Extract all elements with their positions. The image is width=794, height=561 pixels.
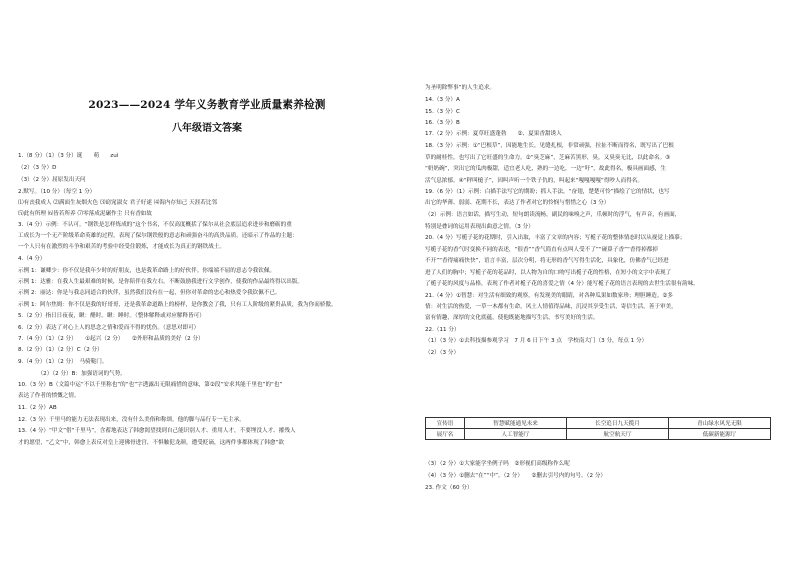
answer-line: 6.（2 分）表达了对心上人的思念之情和爱而不得的忧伤。（意思对即可）	[18, 325, 200, 331]
table-cell: 长空追日九天揽月	[567, 418, 669, 429]
answer-line: （2）示例：语言如话，描写生动，短句朗读流畅，副民的味嗅之声，爪顿时的浮气，有声音，有画面，	[425, 212, 681, 218]
answer-line: （3）（2 分）屈原发出天问	[18, 177, 86, 183]
answer-line: 9.（4 分）（1）（2 分） 马骑鞑门。	[18, 359, 108, 365]
answer-line: 8.（2 分）（1）（2 分）C（2 分）	[18, 347, 103, 353]
answer-line: ⑸此有所理 ⑹皆若所养 ⑺零落成泥碾作尘 只有香如故	[18, 211, 152, 217]
answer-line: 23. 作文（60 分）	[425, 485, 473, 491]
answer-line: （1）（3 分）①去科技描参观学习 7 月 6 日下午 3 点 学校南大门（3 分，每点 1 分）	[425, 338, 648, 344]
table-cell: 青山绿水风光无限	[669, 418, 771, 429]
answer-line: 13.（4 分）“甲文”借“千里马”，含蓄地表达了韩愈渴望找到自己能识别人才、重用人才，不要埋没人才、摧残人	[18, 428, 296, 434]
answer-line: 14.（3 分）A	[425, 97, 460, 103]
answer-table	[425, 417, 771, 440]
answer-line: 进了人们的胸中；写栀子花的花品时，以人物为自的口吻写出栀子花的性格，在短小的文字中表现了	[425, 270, 672, 276]
answer-line: 活气息浓郁。④“秤叫槌子”，因叫声听一个铁子仇的，叫起来“嘎嘎嘎嘎”得吵人而得名。	[425, 178, 643, 184]
answer-line: 19.（6 分）（1）示例：白描手法写它的期盼；抓人手法，“奋翅，楚楚可怜”描绘了它的情状，也写	[425, 189, 670, 195]
answer-line: 了栀子花的风度与品格，表现了作者对栀子花的喜爱之情（4 分）能写栀子花的语言表现的去世生活很有韵味。	[425, 281, 699, 287]
answer-line: “奶奶碗”，突出它的瓜肉极甜，适宜老人吃，熟的一边吃，一边“吁”，故此得名，极具画面感，生	[425, 166, 666, 172]
table-row	[426, 418, 771, 429]
answer-line: ⑴有丧我成人 ⑵满面生灰烟火色 ⑶窈窕淑女 君子好逑 ⑷海内存知己 天涯若比邻	[18, 200, 218, 206]
answer-line: 表达了作者的愤慨之情。	[18, 393, 80, 399]
answer-line: 20.（4 分）写栀子花的花期时，引入出取，丰富了文章的内容；写栀子花的整体情态时以从视觉上描摹；	[425, 235, 686, 241]
document-title: 2023——2024 学年义务教育学业质量素养检测	[88, 99, 326, 111]
answer-line: 16.（3 分）B	[425, 120, 460, 126]
answer-line: 12.（3 分）千里马的能力无法表现出来，没有什么美俗和称颂，他的脚与品行专一无主承。	[18, 417, 245, 423]
answer-line: 富有情趣，深厚的文化底蕴，使他既能地描写生活，书写美好的生活。	[425, 315, 599, 321]
answer-line: 7.（4 分）（1）（2 分） ①起兴（2 分） ②外形和品质的美好（2 分）	[18, 336, 204, 342]
answer-line: 情：对生活的热爱，一草一木都有生命，风土人情值得品味，沉浸其享受生活，寄信生活，善于审美，	[425, 304, 677, 310]
answer-line: 特别是叠词的运用表现出曲意之情。（3 分）	[425, 224, 534, 230]
answer-line: 写栀子花的香气时变换不同的表述，“很香”“香气简直有点叫人受不了”“碰鼻子香”“香得掉都掉	[425, 247, 658, 253]
answer-line: （2）（2 分）B：加强语词的气势。	[18, 371, 126, 377]
table-cell: 展厅名	[426, 429, 465, 440]
answer-line: 一个人只有在激烈的斗争和艰苦的考验中经受住锻炼，才能成长为真正的钢铁战士。	[18, 244, 225, 250]
answer-line: 示例 2：丽达：你是与我志同道合的伙伴，虽然我们没有在一起，但你对革命的忠心和热爱令我钦佩不已。	[18, 290, 281, 296]
answer-line: 22.（11 分）	[425, 327, 460, 333]
answer-line: （2）（3 分）D	[18, 165, 57, 171]
answer-line: 示例 1：阿尔焦姆：你不仅是我的好哥哥，还是我革命道路上的榜样，是你教会了我，只有工人阶级的紧贵品质，我为你而骄傲。	[18, 302, 337, 308]
answer-line: 5.（2 分）指日日夜夜，瞅：醋时。瞅：睡时。（整体解释或对应解释皆可）	[18, 313, 205, 319]
table-cell: 人工智能厅	[465, 429, 567, 440]
answer-line: 1.（8 分）（1）（3 分）诞 萌 zuì	[18, 153, 119, 159]
answer-line: 17.（2 分）示例：夏草旺盛蓬勃 ②、夏果香甜诱人	[425, 131, 562, 137]
answer-line: 21.（4 分）①智慧：对生活有细致的观察，有发现美的眼睛，对各种瓜果如数家珍；理胆睡造。②多	[425, 293, 674, 299]
answer-line: 2.默写。（10 分）（每空 1 分）	[18, 189, 96, 195]
document-subtitle: 八年级语文答案	[172, 123, 242, 134]
answer-line: （4）（3 分）①删去“在”“中”。（2 分） ②删去引号内的句号。（2 分）	[425, 473, 607, 479]
answer-line: （3）（2 分）①大家能学坐例子吗 ②形视们高级称作么呢	[425, 461, 570, 467]
answer-line: 为圣明除弊事”的人生追求。	[425, 85, 496, 91]
table-cell: 低碳新能源厅	[669, 429, 771, 440]
answer-line: 10.（3 分）B（文篇中运“不以千里称也”的“也”字透露出无限痛惜的意味，第②段“安求其能千里也”的“也”	[18, 382, 283, 388]
table-cell: 航空航天厅	[567, 429, 669, 440]
answer-line: （2）（3 分）	[425, 350, 460, 356]
answer-line: 示例 1：谦卿少：你不仅是我年少时的好朋友，也是我革命路上的好伙伴。你端端不屈的意志令我钦佩。	[18, 268, 276, 274]
answer-line: 3.（4 分）示例：不认可。“钢铁是怎样炼成的”这个书名，不仅高度概括了保尔从社会底层追求进步和磨砺的重	[18, 222, 292, 228]
table-cell: 宣传语	[426, 418, 465, 429]
answer-line: 4.（4 分）	[18, 256, 46, 262]
answer-line: 工成长为一个无产阶级革命英雄的过程，表现了保尔钢铁般的意志和顽强奋斗的高贵品质，还暗示了作品的主题：	[18, 233, 298, 239]
answer-line: 不开”“香得痛痛快快”，语言丰富，层次分明，将无形的香气写得生活化，具象化，仿佛香气已经进	[425, 258, 669, 264]
table-cell: 智慧赋能通见未来	[465, 418, 567, 429]
answer-line: 示例 1：达雅：在我人生最艰难的时候，是你陪伴在我左右，不断鼓励我进行文学创作，使我的作品最终得以出版。	[18, 279, 304, 285]
table-row	[426, 429, 771, 440]
answer-line: 出它的华薄、弱弱、花期不长，表达了作者对它的怜悯与惜惜之心（3 分）	[425, 200, 610, 206]
answer-line: 15.（3 分）C	[425, 109, 460, 115]
answer-line: 18.（3 分）示例：①“巴根草”，因能地生长，见缝扎根，非常顽强，拉扯不断而得名，既写出了巴根	[425, 143, 674, 149]
answer-line: 草的耐桂性，也写出了它旺盛的生命力。②“臭芝麻”，芝麻苦黑形，臭，又臭臭无比，以此命名。③	[425, 155, 671, 161]
answer-line: 11.（2 分）AB	[18, 405, 57, 411]
answer-line: 才的愿望，“乙文”中，韩愈上表反对皇上迎佛骨进宫，不惧触犯龙颜，遭受贬谪，这两件事都体现了韩愈“欲	[18, 440, 285, 446]
